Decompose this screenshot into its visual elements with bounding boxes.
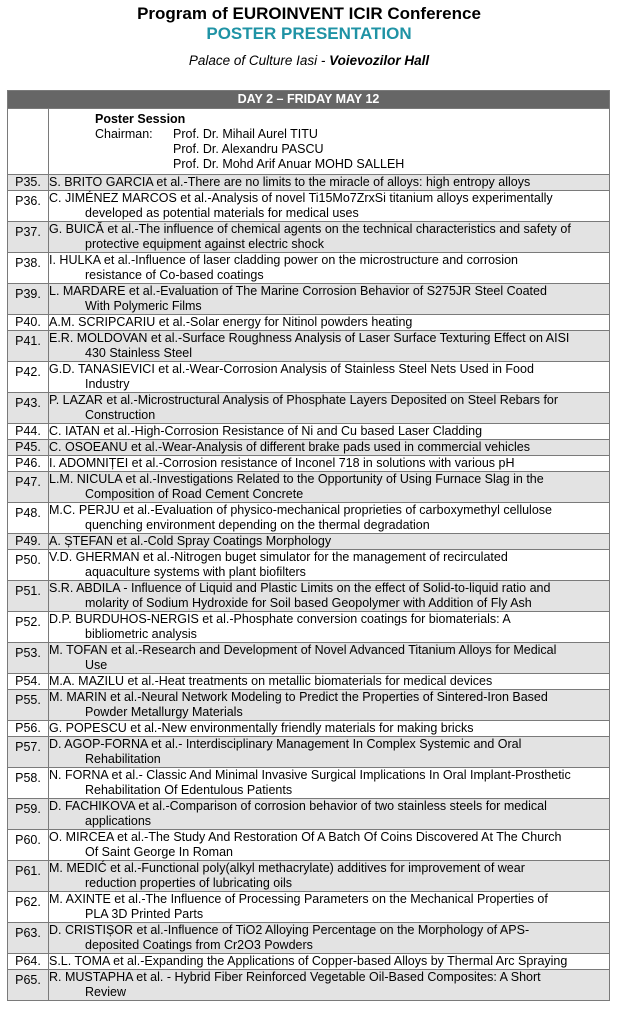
- poster-code: P53.: [8, 643, 49, 674]
- poster-title-cell: [49, 830, 610, 861]
- poster-code: P47.: [8, 472, 49, 503]
- venue: [0, 52, 618, 70]
- poster-title-continued: Powder Metallurgy Materials: [85, 705, 243, 719]
- poster-title-cell: [49, 737, 610, 768]
- poster-title: A. ȘTEFAN et al.-Cold Spray Coatings Morphology: [49, 534, 332, 548]
- session-title: Poster Session: [95, 112, 186, 126]
- poster-title-cell: [49, 799, 610, 830]
- poster-code: P43.: [8, 393, 49, 424]
- poster-title: S.L. TOMA et al.-Expanding the Applications of Copper-based Alloys by Thermal Arc Spraying: [49, 954, 568, 968]
- poster-title: C. JIMÉNEZ MARCOS et al.-Analysis of novel Ti15Mo7ZrxSi titanium alloys experimentally: [49, 191, 553, 205]
- poster-row: [8, 581, 610, 612]
- poster-row: [8, 331, 610, 362]
- poster-title: O. MIRCEA et al.-The Study And Restoration Of A Batch Of Coins Discovered At The Church: [49, 830, 562, 844]
- poster-title-cell: [49, 581, 610, 612]
- poster-title-continued: Rehabilitation Of Edentulous Patients: [85, 783, 293, 797]
- poster-title: I. ADOMNIȚEI et al.-Corrosion resistance of Inconel 718 in solutions with various pH: [49, 456, 515, 470]
- poster-title-cell: [49, 550, 610, 581]
- poster-code: P58.: [8, 768, 49, 799]
- poster-title: D. AGOP-FORNA et al.- Interdisciplinary Management In Complex Systemic and Oral: [49, 737, 522, 751]
- poster-row: [8, 534, 610, 550]
- day-header: DAY 2 – FRIDAY MAY 12: [8, 91, 610, 109]
- poster-title: V.D. GHERMAN et al.-Nitrogen buget simulator for the management of recirculated: [49, 550, 508, 564]
- poster-title-cell: [49, 222, 610, 253]
- chair-name: Prof. Dr. Mohd Arif Anuar MOHD SALLEH: [173, 157, 405, 171]
- poster-title-cell: [49, 362, 610, 393]
- poster-title: L.M. NICULA et al.-Investigations Related to the Opportunity of Using Furnace Slag in the: [49, 472, 544, 486]
- poster-title: M.C. PERJU et al.-Evaluation of physico-mechanical proprieties of carboxymethyl cellulose: [49, 503, 552, 517]
- poster-title-cell: [49, 315, 610, 331]
- poster-code: P59.: [8, 799, 49, 830]
- poster-title-cell: [49, 472, 610, 503]
- poster-title: P. LAZAR et al.-Microstructural Analysis of Phosphate Layers Deposited on Steel Rebars for: [49, 393, 559, 407]
- poster-title-cell: [49, 923, 610, 954]
- poster-title-continued: protective equipment against electric shock: [85, 237, 325, 251]
- poster-code: P46.: [8, 456, 49, 472]
- poster-title-cell: [49, 768, 610, 799]
- poster-title-cell: [49, 456, 610, 472]
- poster-title-cell: [49, 424, 610, 440]
- poster-title: A.M. SCRIPCARIU et al.-Solar energy for Nitinol powders heating: [49, 315, 413, 329]
- poster-title-cell: [49, 440, 610, 456]
- poster-row: [8, 253, 610, 284]
- poster-title: D. CRISTIȘOR et al.-Influence of TiO2 Alloying Percentage on the Morphology of APS-: [49, 923, 530, 937]
- poster-title: I. HULKA et al.-Influence of laser cladding power on the microstructure and corrosion: [49, 253, 518, 267]
- poster-title-cell: [49, 393, 610, 424]
- poster-title: C. OSOEANU et al.-Wear-Analysis of different brake pads used in commercial vehicles: [49, 440, 530, 454]
- poster-code: P48.: [8, 503, 49, 534]
- poster-row: [8, 191, 610, 222]
- poster-row: [8, 970, 610, 1001]
- poster-row: [8, 830, 610, 861]
- poster-title-cell: [49, 503, 610, 534]
- poster-title-cell: [49, 284, 610, 315]
- poster-code: P65.: [8, 970, 49, 1001]
- poster-code: P38.: [8, 253, 49, 284]
- poster-title-continued: molarity of Sodium Hydroxide for Soil based Geopolymer with Addition of Fly Ash: [85, 596, 532, 610]
- poster-code: P60.: [8, 830, 49, 861]
- poster-title-continued: Of Saint George In Roman: [85, 845, 233, 859]
- poster-row: [8, 284, 610, 315]
- poster-code: P40.: [8, 315, 49, 331]
- poster-row: [8, 768, 610, 799]
- poster-title-cell: [49, 690, 610, 721]
- venue-prefix: Palace of Culture Iasi -: [188, 53, 330, 68]
- poster-title-continued: Use: [85, 658, 108, 672]
- poster-title-continued: With Polymeric Films: [85, 299, 202, 313]
- poster-row: [8, 690, 610, 721]
- poster-code: P51.: [8, 581, 49, 612]
- poster-code: P63.: [8, 923, 49, 954]
- poster-title: G.D. TANASIEVICI et al.-Wear-Corrosion Analysis of Stainless Steel Nets Used in Food: [49, 362, 534, 376]
- poster-title-continued: Review: [85, 985, 126, 999]
- poster-row: [8, 393, 610, 424]
- poster-title: N. FORNA et al.- Classic And Minimal Invasive Surgical Implications In Oral Implant-Prosthetic: [49, 768, 571, 782]
- session-row: [8, 109, 610, 175]
- poster-row: [8, 612, 610, 643]
- poster-code: P41.: [8, 331, 49, 362]
- poster-title-cell: [49, 191, 610, 222]
- poster-title-cell: [49, 612, 610, 643]
- poster-title-cell: [49, 175, 610, 191]
- poster-row: [8, 472, 610, 503]
- poster-title: M. MARIN et al.-Neural Network Modeling to Predict the Properties of Sintered-Iron Based: [49, 690, 548, 704]
- chair-name: Prof. Dr. Mihail Aurel TITU: [173, 127, 318, 141]
- poster-title-continued: Composition of Road Cement Concrete: [85, 487, 304, 501]
- poster-title-continued: resistance of Co-based coatings: [85, 268, 264, 282]
- poster-title: G. POPESCU et al.-New environmentally friendly materials for making bricks: [49, 721, 474, 735]
- poster-title: S.R. ABDILA - Influence of Liquid and Plastic Limits on the effect of Solid-to-liquid ratio and: [49, 581, 551, 595]
- poster-title-continued: deposited Coatings from Cr2O3 Powders: [85, 938, 313, 952]
- poster-row: [8, 643, 610, 674]
- poster-code: P62.: [8, 892, 49, 923]
- poster-code: P49.: [8, 534, 49, 550]
- poster-row: [8, 456, 610, 472]
- poster-title-cell: [49, 892, 610, 923]
- poster-row: [8, 315, 610, 331]
- poster-row: [8, 737, 610, 768]
- poster-code: P35.: [8, 175, 49, 191]
- poster-title-continued: PLA 3D Printed Parts: [85, 907, 204, 921]
- poster-title: L. MARDARE et al.-Evaluation of The Marine Corrosion Behavior of S275JR Steel Coated: [49, 284, 547, 298]
- poster-title-continued: developed as potential materials for medical uses: [85, 206, 359, 220]
- chair-name: Prof. Dr. Alexandru PASCU: [173, 142, 324, 156]
- day-row: [8, 91, 610, 109]
- poster-row: [8, 424, 610, 440]
- poster-code: P42.: [8, 362, 49, 393]
- session-code-cell: [8, 109, 49, 175]
- poster-row: [8, 923, 610, 954]
- poster-row: [8, 892, 610, 923]
- poster-row: [8, 954, 610, 970]
- poster-row: [8, 222, 610, 253]
- poster-title-continued: aquaculture systems with plant biofilters: [85, 565, 306, 579]
- poster-title-cell: [49, 643, 610, 674]
- poster-title-cell: [49, 861, 610, 892]
- poster-code: P57.: [8, 737, 49, 768]
- poster-code: P56.: [8, 721, 49, 737]
- poster-row: [8, 440, 610, 456]
- document-subtitle: POSTER PRESENTATION: [206, 24, 412, 43]
- poster-code: P45.: [8, 440, 49, 456]
- poster-title-cell: [49, 331, 610, 362]
- poster-title: S. BRITO GARCIA et al.-There are no limits to the miracle of alloys: high entropy alloys: [49, 175, 531, 189]
- document-title: Program of EUROINVENT ICIR Conference: [137, 4, 481, 23]
- poster-title: E.R. MOLDOVAN et al.-Surface Roughness Analysis of Laser Surface Texturing Effect on AISI: [49, 331, 570, 345]
- poster-title-continued: Rehabilitation: [85, 752, 161, 766]
- poster-title-continued: reduction properties of lubricating oils: [85, 876, 293, 890]
- poster-row: [8, 362, 610, 393]
- poster-title-continued: applications: [85, 814, 152, 828]
- venue-hall: Voievozilor Hall: [329, 53, 430, 68]
- poster-title-cell: [49, 721, 610, 737]
- poster-title-cell: [49, 534, 610, 550]
- poster-title-cell: [49, 954, 610, 970]
- chairman-label: Chairman:: [95, 127, 153, 141]
- poster-title: D.P. BURDUHOS-NERGIS et al.-Phosphate conversion coatings for biomaterials: A: [49, 612, 511, 626]
- poster-code: P36.: [8, 191, 49, 222]
- poster-title-continued: bibliometric analysis: [85, 627, 197, 641]
- poster-title-cell: [49, 674, 610, 690]
- poster-title: M.A. MAZILU et al.-Heat treatments on metallic biomaterials for medical devices: [49, 674, 493, 688]
- poster-title-continued: Industry: [85, 377, 130, 391]
- poster-title: M. MEDIĆ et al.-Functional poly(alkyl methacrylate) additives for improvement of wear: [49, 861, 525, 875]
- poster-row: [8, 503, 610, 534]
- header: [0, 4, 618, 70]
- poster-title: M. TOFAN et al.-Research and Development of Novel Advanced Titanium Alloys for Medical: [49, 643, 557, 657]
- poster-row: [8, 861, 610, 892]
- poster-title-continued: 430 Stainless Steel: [85, 346, 193, 360]
- poster-row: [8, 175, 610, 191]
- poster-title: C. IATAN et al.-High-Corrosion Resistance of Ni and Cu based Laser Cladding: [49, 424, 483, 438]
- program-table: [7, 90, 610, 1001]
- poster-title-continued: Construction: [85, 408, 156, 422]
- poster-code: P64.: [8, 954, 49, 970]
- poster-code: P37.: [8, 222, 49, 253]
- chairs-block: [95, 127, 609, 172]
- poster-row: [8, 799, 610, 830]
- poster-code: P39.: [8, 284, 49, 315]
- poster-title: M. AXINTE et al.-The Influence of Processing Parameters on the Mechanical Properties of: [49, 892, 548, 906]
- poster-title: G. BUICĂ et al.-The influence of chemical agents on the technical characteristics and safety of: [49, 222, 571, 236]
- session-cell: [49, 109, 610, 175]
- poster-row: [8, 721, 610, 737]
- poster-title: D. FACHIKOVA et al.-Comparison of corrosion behavior of two stainless steels for medical: [49, 799, 547, 813]
- poster-title: R. MUSTAPHA et al. - Hybrid Fiber Reinforced Vegetable Oil-Based Composites: A Short: [49, 970, 541, 984]
- poster-title-cell: [49, 253, 610, 284]
- poster-code: P52.: [8, 612, 49, 643]
- poster-code: P61.: [8, 861, 49, 892]
- poster-code: P55.: [8, 690, 49, 721]
- poster-code: P54.: [8, 674, 49, 690]
- poster-row: [8, 674, 610, 690]
- poster-code: P50.: [8, 550, 49, 581]
- poster-row: [8, 550, 610, 581]
- poster-code: P44.: [8, 424, 49, 440]
- poster-title-cell: [49, 970, 610, 1001]
- poster-title-continued: quenching environment depending on the thermal degradation: [85, 518, 430, 532]
